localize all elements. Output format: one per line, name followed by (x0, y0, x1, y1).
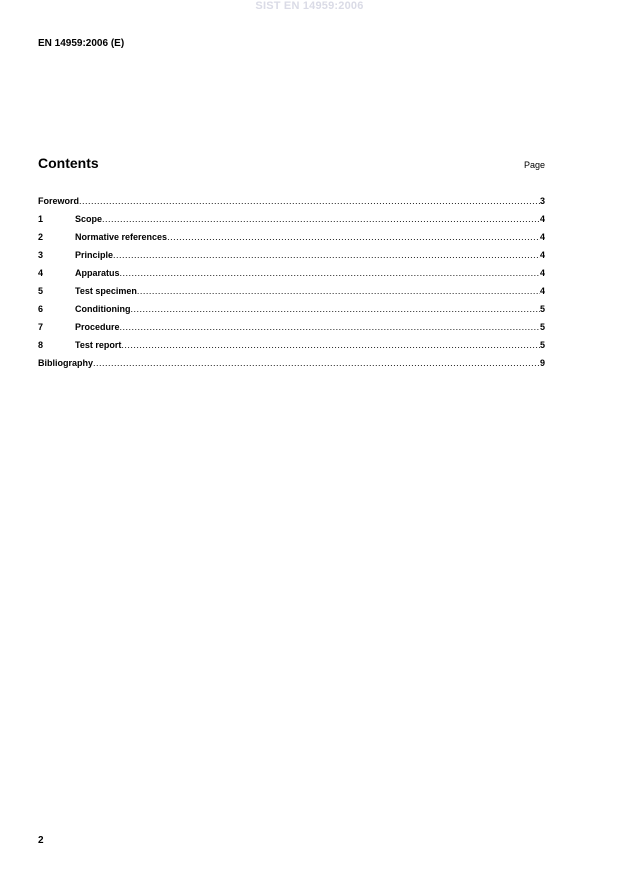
toc-entry-page: 3 (539, 196, 545, 206)
page-number: 2 (38, 835, 44, 846)
dot-leader (102, 213, 540, 225)
watermark: SIST EN 14959:2006 (255, 0, 364, 12)
toc-entry-title: Normative references (75, 232, 168, 242)
toc-entry-page: 4 (539, 214, 545, 224)
dot-leader (113, 249, 540, 261)
toc-entry-apparatus[interactable] (38, 267, 545, 285)
toc-entry-number: 2 (38, 232, 44, 242)
toc-entry-page: 4 (539, 268, 545, 278)
toc-entry-title: Bibliography (38, 358, 94, 368)
toc-entry-title: Test report (75, 340, 122, 350)
dot-leader (130, 303, 540, 315)
dot-leader (79, 195, 540, 207)
dot-leader (167, 231, 540, 243)
toc-entry-test-specimen[interactable] (38, 285, 545, 303)
dot-leader (120, 267, 540, 279)
toc-entry-title: Foreword (38, 196, 80, 206)
dot-leader (120, 321, 540, 333)
toc-entry-title: Principle (75, 250, 114, 260)
toc-entry-number: 5 (38, 286, 44, 296)
toc-entry-conditioning[interactable] (38, 303, 545, 321)
toc-entry-normative-references[interactable] (38, 231, 545, 249)
toc-entry-test-report[interactable] (38, 339, 545, 357)
toc-entry-number: 6 (38, 304, 44, 314)
document-id: EN 14959:2006 (E) (38, 38, 125, 49)
toc-entry-title: Conditioning (75, 304, 131, 314)
dot-leader (137, 285, 540, 297)
dot-leader (93, 357, 540, 369)
toc-entry-title: Scope (75, 214, 103, 224)
table-of-contents (38, 195, 545, 375)
toc-entry-scope[interactable] (38, 213, 545, 231)
toc-entry-page: 9 (539, 358, 545, 368)
toc-entry-title: Test specimen (75, 286, 137, 296)
toc-entry-number: 8 (38, 340, 44, 350)
toc-entry-title: Apparatus (75, 268, 120, 278)
toc-entry-page: 5 (539, 304, 545, 314)
dot-leader (121, 339, 540, 351)
contents-heading: Contents (38, 155, 99, 171)
toc-entry-page: 4 (539, 286, 545, 296)
toc-entry-page: 4 (539, 232, 545, 242)
toc-entry-bibliography[interactable] (38, 357, 545, 375)
toc-entry-number: 1 (38, 214, 44, 224)
toc-entry-principle[interactable] (38, 249, 545, 267)
toc-entry-foreword[interactable] (38, 195, 545, 213)
page-column-label: Page (523, 160, 545, 170)
toc-entry-page: 5 (539, 340, 545, 350)
toc-entry-title: Procedure (75, 322, 120, 332)
toc-entry-number: 3 (38, 250, 44, 260)
toc-entry-page: 5 (539, 322, 545, 332)
toc-entry-procedure[interactable] (38, 321, 545, 339)
toc-entry-number: 7 (38, 322, 44, 332)
toc-entry-page: 4 (539, 250, 545, 260)
toc-entry-number: 4 (38, 268, 44, 278)
